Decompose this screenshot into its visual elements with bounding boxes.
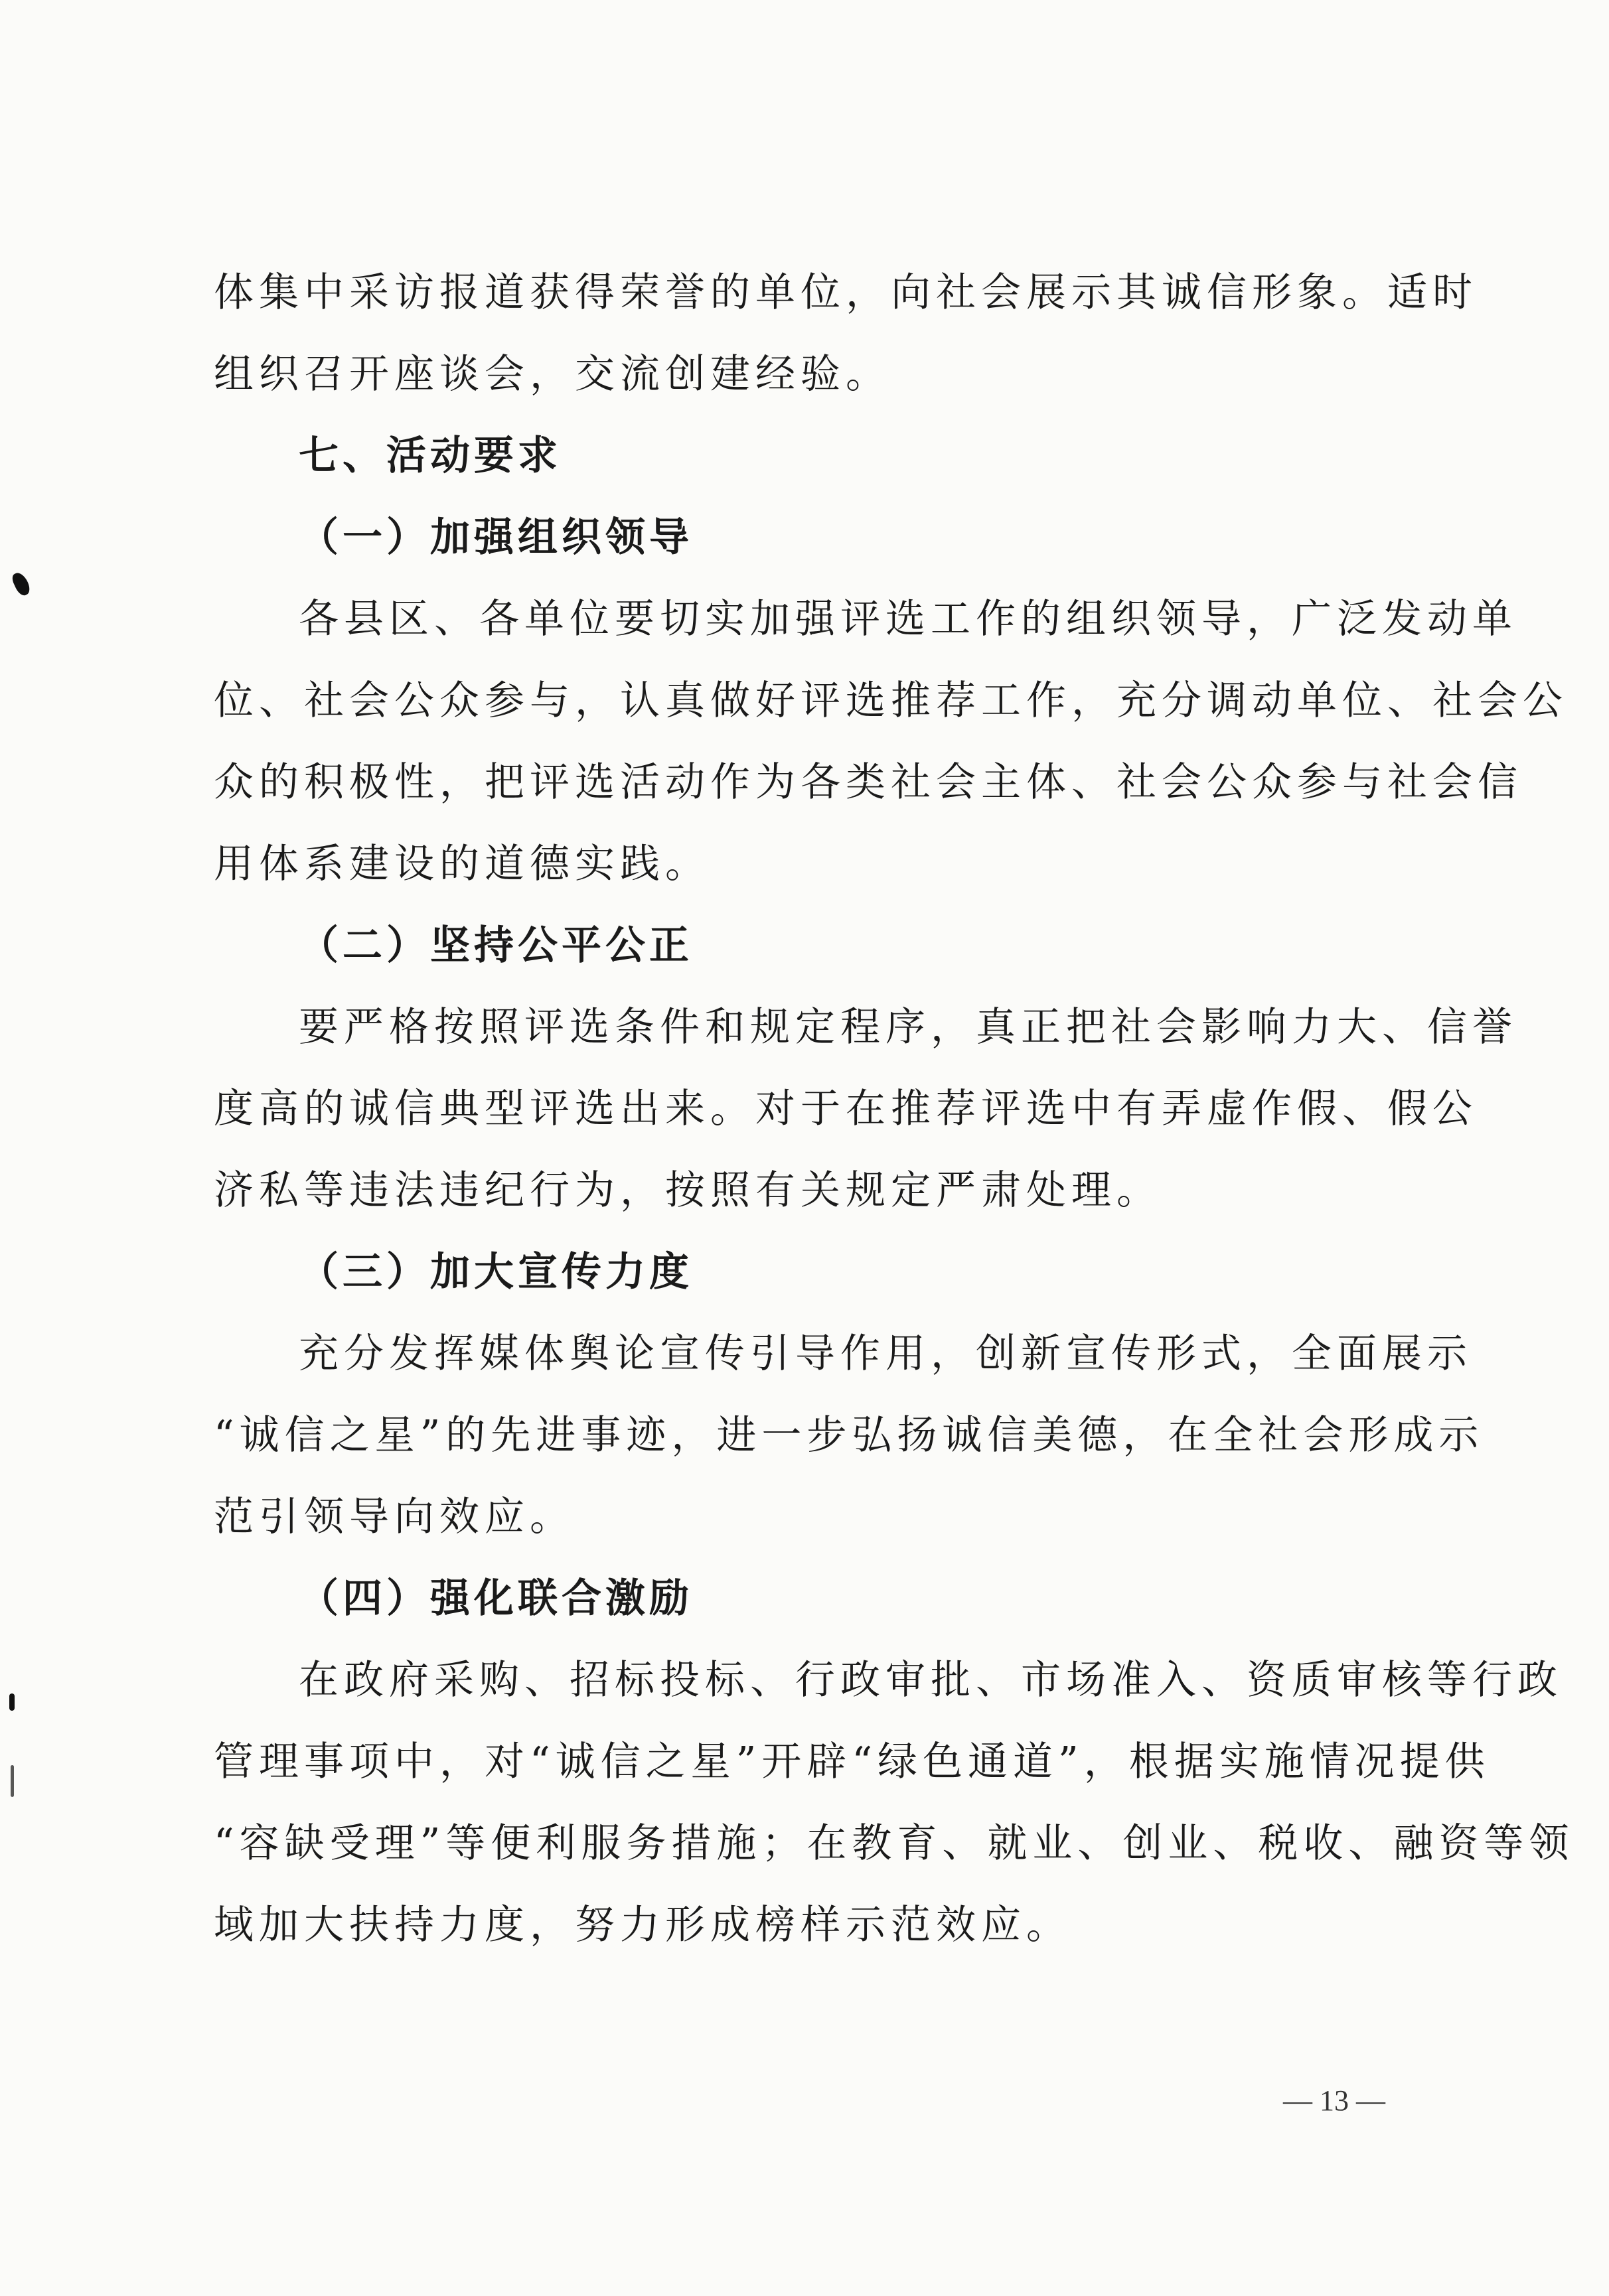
text-line: 用体系建设的道德实践。 xyxy=(214,841,710,887)
text-line: 要严格按照评选条件和规定程序，真正把社会影响力大、信誉 xyxy=(299,1004,1517,1050)
subsection-heading: （一）加强组织领导 xyxy=(299,514,693,561)
text-line: 体集中采访报道获得荣誉的单位，向社会展示其诚信形象。适时 xyxy=(214,269,1478,316)
text-line: 各县区、各单位要切实加强评选工作的组织领导，广泛发动单 xyxy=(299,596,1517,642)
scan-mark xyxy=(11,1765,14,1797)
text-line: 济私等违法违纪行为，按照有关规定严肃处理。 xyxy=(214,1167,1162,1214)
subsection-heading: （四）强化联合激励 xyxy=(299,1575,693,1622)
text-line: 充分发挥媒体舆论宣传引导作用，创新宣传形式，全面展示 xyxy=(299,1330,1472,1377)
text-line: “诚信之星”的先进事迹，进一步弘扬诚信美德，在全社会形成示 xyxy=(214,1412,1484,1459)
text-line: 范引领导向效应。 xyxy=(214,1494,575,1540)
text-line: “容缺受理”等便利服务措施；在教育、就业、创业、税收、融资等领 xyxy=(214,1820,1574,1867)
page-number: — 13 — xyxy=(1283,2084,1385,2117)
scan-mark xyxy=(10,570,32,597)
subsection-heading: （三）加大宣传力度 xyxy=(299,1249,693,1295)
text-line: 众的积极性，把评选活动作为各类社会主体、社会公众参与社会信 xyxy=(214,759,1523,806)
section-heading: 七、活动要求 xyxy=(299,433,562,479)
text-line: 在政府采购、招标投标、行政审批、市场准入、资质审核等行政 xyxy=(299,1657,1563,1703)
text-line: 域加大扶持力度，努力形成榜样示范效应。 xyxy=(214,1902,1071,1948)
body-text xyxy=(214,252,1574,1966)
text-line: 组织召开座谈会，交流创建经验。 xyxy=(214,351,891,397)
text-line: 位、社会公众参与，认真做好评选推荐工作，充分调动单位、社会公 xyxy=(214,678,1568,724)
text-line: 管理事项中，对“诚信之星”开辟“绿色通道”，根据实施情况提供 xyxy=(214,1739,1490,1785)
subsection-heading: （二）坚持公平公正 xyxy=(299,922,693,969)
scan-mark xyxy=(9,1693,15,1711)
text-line: 度高的诚信典型评选出来。对于在推荐评选中有弄虚作假、假公 xyxy=(214,1086,1478,1132)
